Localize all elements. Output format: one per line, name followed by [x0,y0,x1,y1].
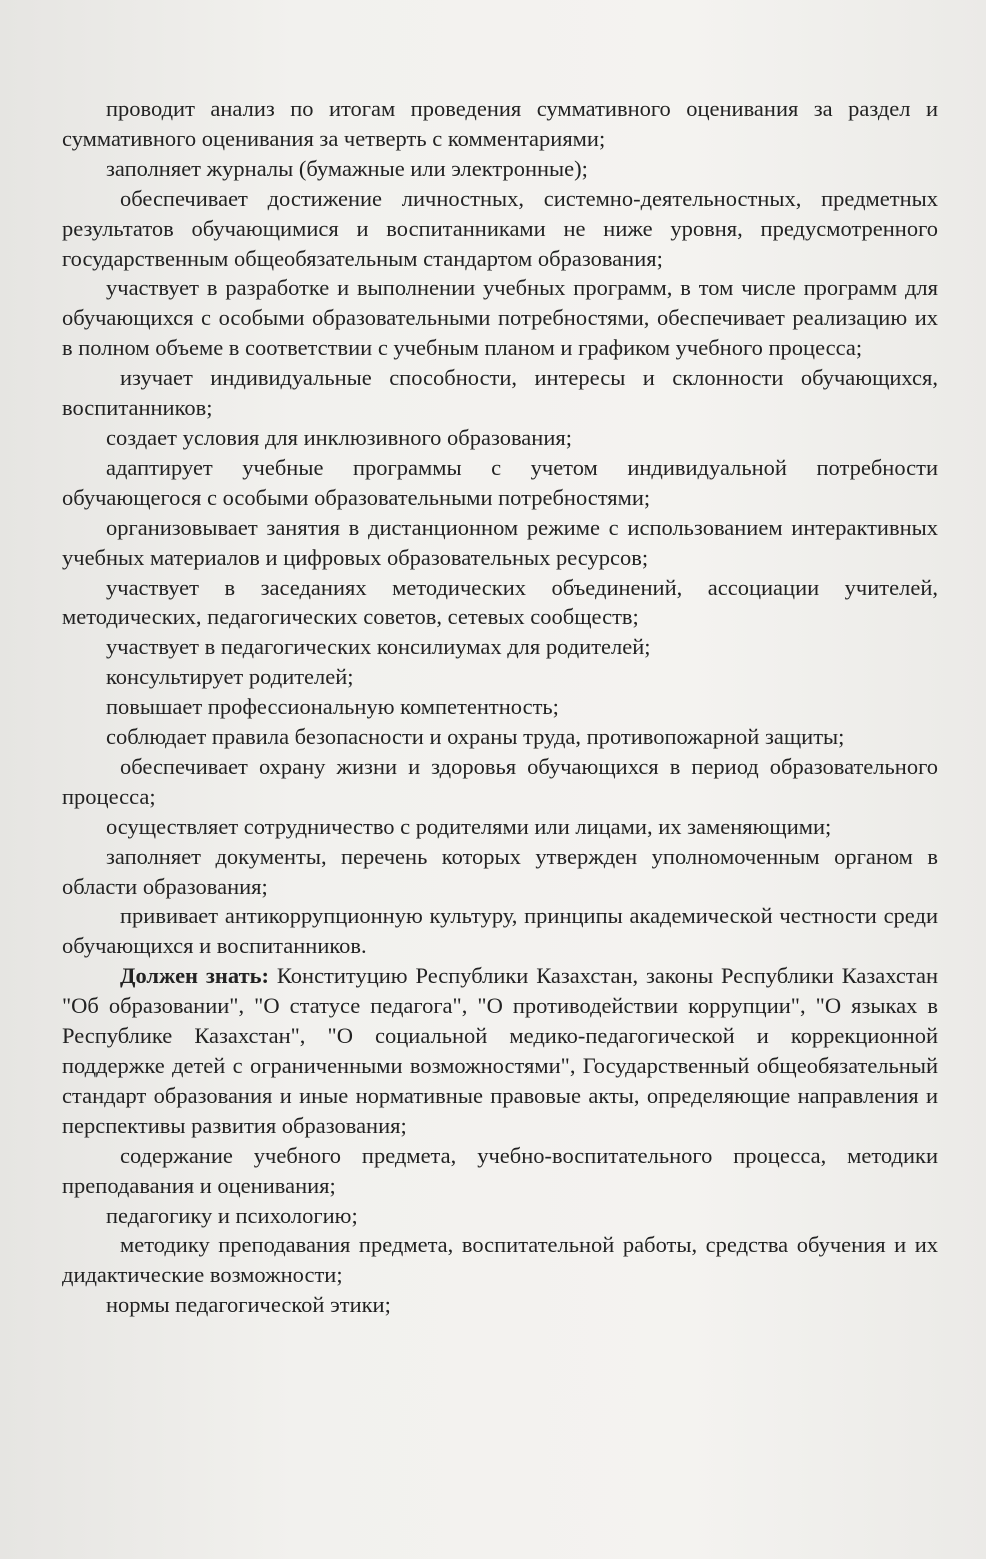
paragraph: заполняет документы, перечень которых утвержден уполномоченным органом в области образования; [62,843,938,899]
paragraph: организовывает занятия в дистанционном режиме с использованием интерактивных учебных материалов и цифровых образовательных ресурсов; [62,514,938,570]
must-know-label: Должен знать: [120,963,270,989]
knowledge-item: педагогику и психологию; [106,1202,358,1228]
paragraph: консультирует родителей; [106,664,354,690]
paragraph: заполняет журналы (бумажные или электронные); [106,155,588,181]
document-body [62,94,938,1320]
paragraph: адаптирует учебные программы с учетом индивидуальной потребности обучающегося с особыми образовательными потребностями; [62,454,938,510]
paragraph: соблюдает правила безопасности и охраны труда, противопожарной защиты; [106,724,845,750]
paragraph: прививает антикоррупционную культуру, принципы академической честности среди обучающихся и воспитанников. [62,903,938,959]
paragraph: участвует в разработке и выполнении учебных программ, в том числе программ для обучающихся с особыми образовательными потребностями, обеспечивает реализацию их в полном объеме в соответствии с учебным планом и графиком учебного процесса; [62,275,938,361]
paragraph: участвует в заседаниях методических объединений, ассоциации учителей, методических, педагогических советов, сетевых сообществ; [62,574,938,630]
knowledge-item: содержание учебного предмета, учебно-воспитательного процесса, методики преподавания и оценивания; [62,1142,938,1198]
must-know-paragraph [62,961,938,1140]
paragraph: изучает индивидуальные способности, интересы и склонности обучающихся, воспитанников; [62,365,938,421]
paragraph: создает условия для инклюзивного образования; [106,424,572,450]
paragraph: обеспечивает охрану жизни и здоровья обучающихся в период образовательного процесса; [62,753,938,809]
paragraph: проводит анализ по итогам проведения суммативного оценивания за раздел и суммативного оценивания за четверть с комментариями; [62,96,938,151]
knowledge-item: нормы педагогической этики; [106,1292,391,1318]
paragraph: участвует в педагогических консилиумах для родителей; [106,634,651,660]
paragraph: повышает профессиональную компетентность; [106,694,559,720]
paragraph: обеспечивает достижение личностных, системно-деятельностных, предметных результатов обучающимися и воспитанниками не ниже уровня, предусмотренного государственным общеобязательным стандартом образования; [62,185,938,271]
must-know-text: Конституцию Республики Казахстан, законы Республики Казахстан "Об образовании", "О статусе педагога", "О противодействии коррупции", "О языках в Республике Казахстан", "О социальной медико-педагогической и коррекционной поддержке детей с ограниченными возможностями", Государственный общеобязательный стандарт образования и иные нормативные правовые акты, определяющие направления и перспективы развития образования; [62,963,938,1138]
paragraph: осуществляет сотрудничество с родителями или лицами, их заменяющими; [106,813,832,839]
knowledge-item: методику преподавания предмета, воспитательной работы, средства обучения и их дидактические возможности; [62,1232,938,1288]
